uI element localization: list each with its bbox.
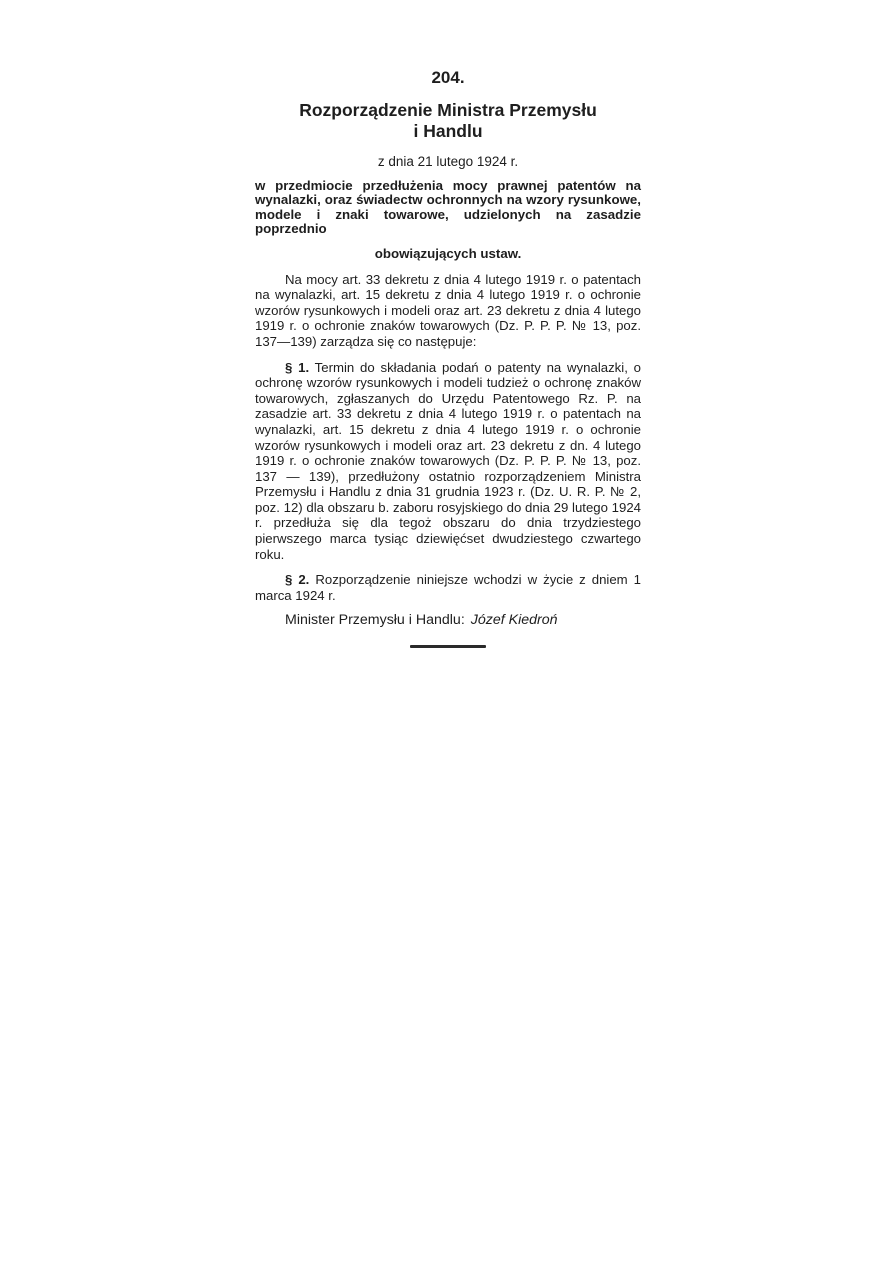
section-1-text: Termin do składania podań o patenty na wynalazki, o ochronę wzorów rysunkowych i modeli tudzież o ochronę znaków towarowych, zgłaszanych do Urzędu Patentowego Rz. P. na zasadzie art. 33 dekretu z dnia 4 lutego 1919 r. o patentach na wynalazki, art. 15 dekretu z dnia 4 lutego 1919 r. o ochronie wzorów rysunkowych i modeli oraz art. 23 dekretu z dn. 4 lutego 1919 r. o ochronie znaków towarowych (Dz. P. P. P. № 13, poz. 137 — 139), przedłużony ostatnio rozporządzeniem Ministra Przemysłu i Handlu z dnia 31 grudnia 1923 r. (Dz. U. R. P. № 2, poz. 12) dla obszaru b. zaboru rosyjskiego do dnia 29 lutego 1924 r. przedłuża się dla tegoż obszaru do dnia trzydziestego pierwszego marca tysiąc dziewięćset dwudziestego czwartego roku. — [255, 359, 641, 562]
document-page — [255, 68, 641, 648]
act-subject-end: obowiązujących ustaw. — [374, 245, 522, 261]
section-1-label: § 1. — [285, 359, 310, 375]
section-2-label: § 2. — [285, 572, 310, 588]
act-date: z dnia 21 lutego 1924 r. — [377, 154, 519, 169]
act-title — [255, 100, 641, 142]
section-1-paragraph — [255, 360, 641, 563]
signature-role: Minister Przemysłu i Handlu: — [285, 612, 465, 629]
preamble-paragraph: Na mocy art. 33 dekretu z dnia 4 lutego 1919 r. o patentach na wynalazki, art. 15 dekretu z dnia 4 lutego 1919 r. o ochronie wzorów rysunkowych i modeli oraz art. 23 dekretu z dnia 4 lutego 1919 r. o ochronie znaków towarowych (Dz. P. P. P. № 13, poz. 137—139) zarządza się co następuje: — [255, 271, 641, 349]
act-number: 204. — [431, 68, 465, 87]
act-title-line-2: i Handlu — [413, 121, 483, 141]
signature-line — [255, 613, 641, 629]
signature-name: Józef Kiedroń — [470, 612, 558, 629]
act-subject: w przedmiocie przedłużenia mocy prawnej patentów na wynalazki, oraz świadectw ochronnych na wzory rysunkowe, modele i znaki towarowe, udzielonych na zasadzie poprzednio — [255, 177, 641, 237]
act-title-line-1: Rozporządzenie Ministra Przemysłu — [299, 100, 597, 120]
section-2-paragraph — [255, 572, 641, 603]
section-2-text: Rozporządzenie niniejsze wchodzi w życie z dniem 1 marca 1924 r. — [255, 572, 641, 603]
closing-rule — [410, 645, 486, 648]
